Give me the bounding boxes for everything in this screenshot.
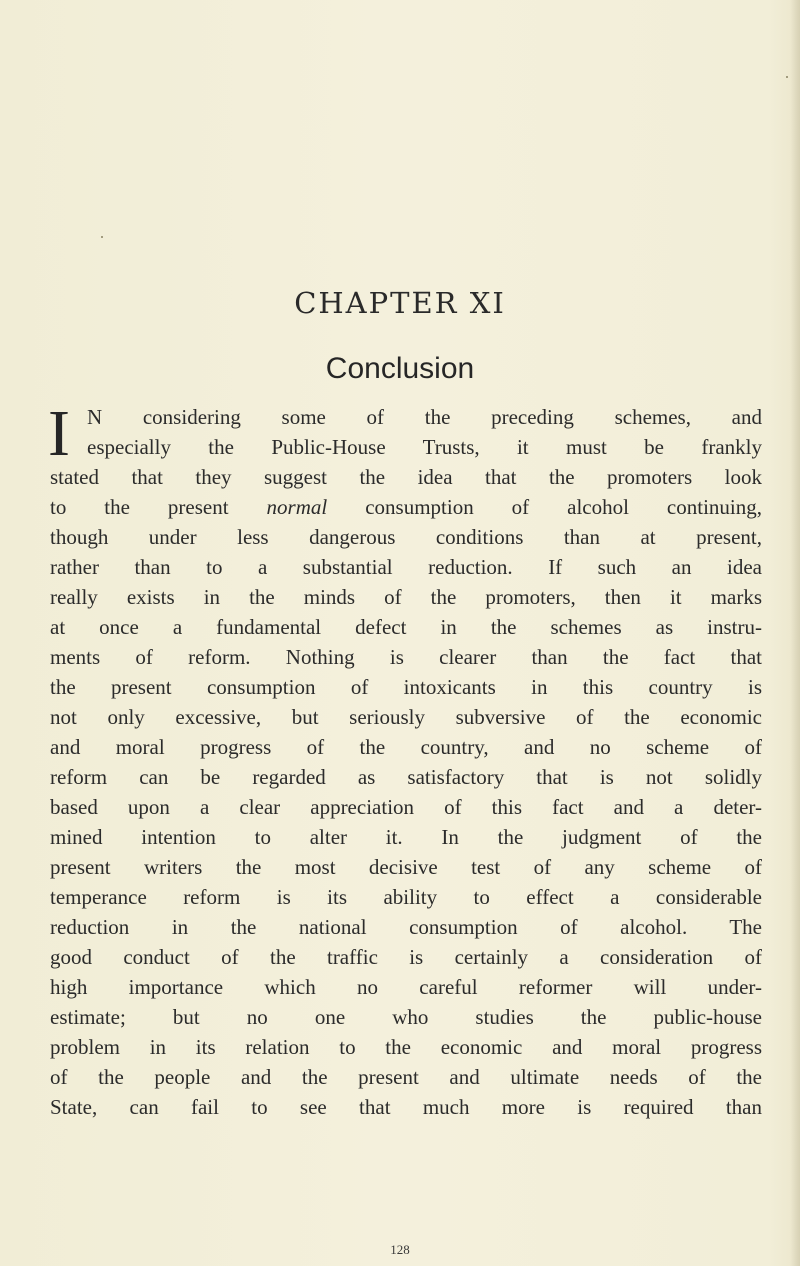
text-line: mined intention to alter it. In the judgment of the (50, 825, 762, 849)
text-line: problem in its relation to the economic and moral progress (50, 1035, 762, 1059)
text-line: present writers the most decisive test of any scheme of (50, 855, 762, 879)
text-line: really exists in the minds of the promoters, then it marks (50, 585, 762, 609)
page-number: 128 (390, 1242, 410, 1257)
emphasized-word: normal (266, 495, 328, 519)
text-line: reduction in the national consumption of alcohol. The (50, 915, 762, 939)
chapter-heading: CHAPTER XI (294, 286, 506, 320)
paper-speck (786, 76, 788, 78)
text-line: N considering some of the preceding schemes, and (87, 405, 762, 429)
text-line: based upon a clear appreciation of this fact and a deter- (50, 795, 762, 819)
text-line: ments of reform. Nothing is clearer than the fact that (50, 645, 762, 669)
page-edge-shadow (790, 0, 800, 1266)
chapter-title: Conclusion (325, 352, 475, 385)
text-line: good conduct of the traffic is certainly a consideration of (50, 945, 762, 969)
text-line: the present consumption of intoxicants in this country is (50, 675, 762, 699)
text-line: high importance which no careful reformer will under- (50, 975, 762, 999)
text-line: estimate; but no one who studies the public-house (50, 1005, 762, 1029)
text-line: not only excessive, but seriously subversive of the economic (50, 705, 762, 729)
text-line: to the present normal consumption of alcohol continuing, (50, 495, 762, 519)
text-line: of the people and the present and ultimate needs of the (50, 1065, 762, 1089)
text-line: State, can fail to see that much more is required than (50, 1095, 762, 1119)
text-line: at once a fundamental defect in the schemes as instru- (50, 615, 762, 639)
text-line: especially the Public-House Trusts, it must be frankly (87, 435, 762, 459)
text-line: reform can be regarded as satisfactory that is not solidly (50, 765, 762, 789)
text-line: though under less dangerous conditions than at present, (50, 525, 762, 549)
paper-speck (101, 236, 103, 238)
drop-cap: I (48, 397, 70, 470)
text-line: stated that they suggest the idea that the promoters look (50, 465, 762, 489)
text-line: and moral progress of the country, and no scheme of (50, 735, 762, 759)
text-line: rather than to a substantial reduction. If such an idea (50, 555, 762, 579)
text-line: temperance reform is its ability to effect a considerable (50, 885, 762, 909)
body-paragraph (48, 397, 762, 1122)
